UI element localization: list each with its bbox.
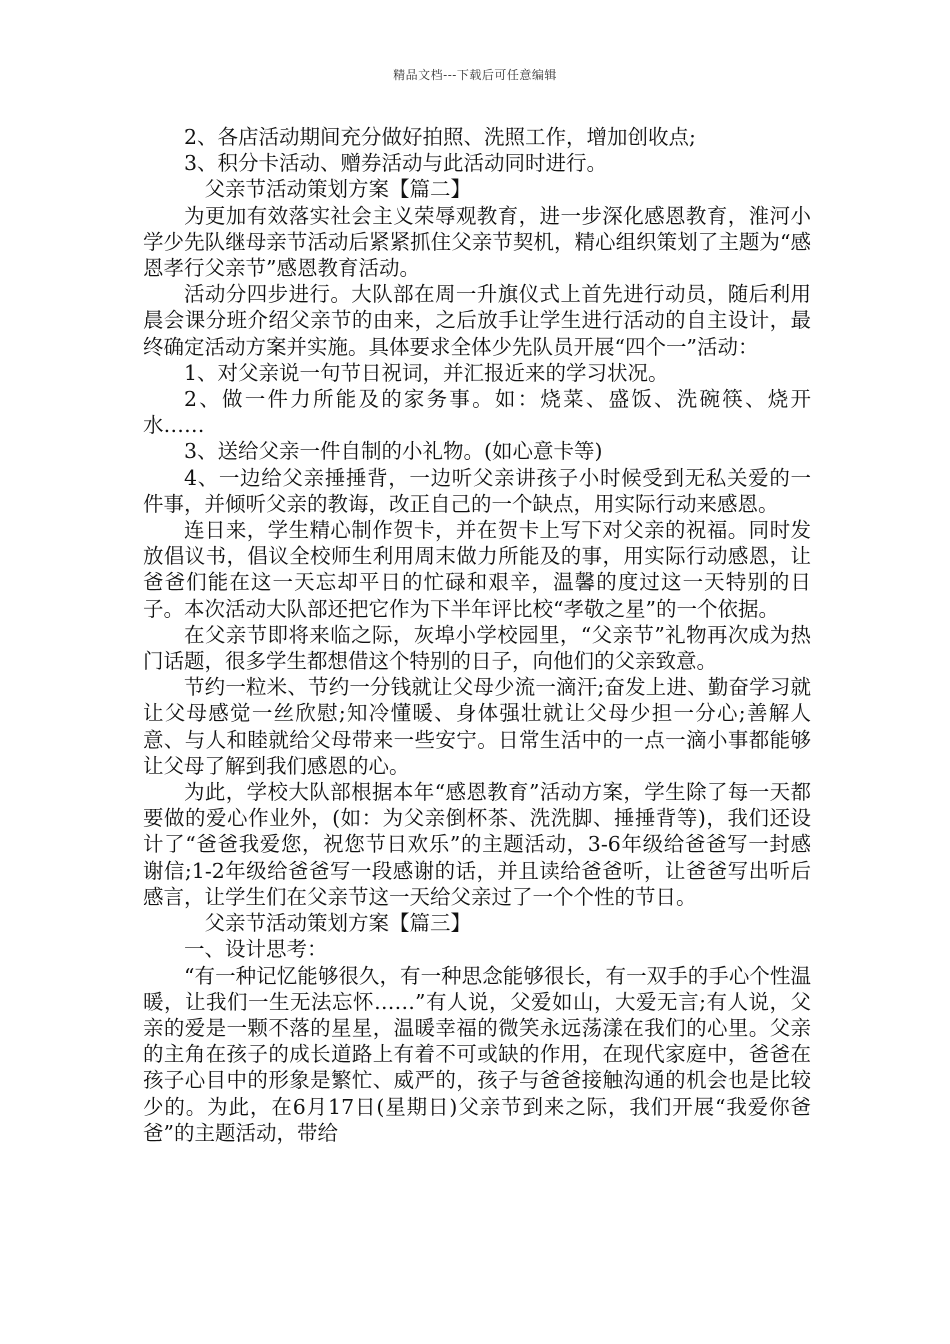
list-item: 1、对父亲说一句节日祝词，并汇报近来的学习状况。: [184, 360, 669, 385]
subsection-heading: 一、设计思考：: [184, 937, 328, 962]
list-item: 2、做一件力所能及的家务事。如：烧菜、盛饭、洗碗筷、烧开水……: [143, 387, 811, 438]
list-item: 4、一边给父亲捶捶背，一边听父亲讲孩子小时候受到无私关爱的一件事，并倾听父亲的教诲，改正自己的一个缺点，用实际行动来感恩。: [143, 465, 811, 516]
list-item: 3、送给父亲一件自制的小礼物。(如心意卡等): [184, 439, 603, 464]
paragraph: 为此，学校大队部根据本年“感恩教育”活动方案，学生除了每一天都要做的爱心作业外，(如：为父亲倒杯茶、洗洗脚、捶捶背等)，我们还设计了“爸爸我爱您，祝您节日欢乐”的主题活动，3-6年级给爸爸写一封感谢信;1-2年级给爸爸写一段感谢的话，并且读给爸爸听，让爸爸写出听后感言，让学生们在父亲节这一天给父亲过了一个个性的节日。: [143, 780, 811, 909]
page-header: 精品文档---下载后可任意编辑: [393, 68, 557, 82]
paragraph: “有一种记忆能够很久，有一种思念能够很长，有一双手的手心个性温暖，让我们一生无法忘怀……”有人说，父爱如山，大爱无言;有人说，父亲的爱是一颗不落的星星，温暖幸福的微笑永远荡漾在我们的心里。父亲的主角在孩子的成长道路上有着不可或缺的作用，在现代家庭中，爸爸在孩子心目中的形象是繁忙、威严的，孩子与爸爸接触沟通的机会也是比较少的。为此，在6月17日(星期日)父亲节到来之际，我们开展“我爱你爸爸”的主题活动，带给: [143, 963, 811, 1145]
paragraph: 为更加有效落实社会主义荣辱观教育，进一步深化感恩教育，淮河小学少先队继母亲节活动后紧紧抓住父亲节契机，精心组织策划了主题为“感恩孝行父亲节”感恩教育活动。: [143, 203, 811, 281]
paragraph: 活动分四步进行。大队部在周一升旗仪式上首先进行动员，随后利用晨会课分班介绍父亲节的由来，之后放手让学生进行活动的自主设计，最终确定活动方案并实施。具体要求全体少先队员开展“四个一”活动：: [143, 282, 811, 359]
paragraph: 在父亲节即将来临之际，灰埠小学校园里，“父亲节”礼物再次成为热门话题，很多学生都想借这个特别的日子，向他们的父亲致意。: [143, 622, 811, 674]
document-body: [143, 124, 811, 1146]
paragraph: 节约一粒米、节约一分钱就让父母少流一滴汗;奋发上进、勤奋学习就让父母感觉一丝欣慰;知冷懂暖、身体强壮就让父母少担一分心;善解人意、与人和睦就给父母带来一些安宁。日常生活中的一点一滴小事都能够让父母了解到我们感恩的心。: [143, 675, 811, 778]
section-heading: 父亲节活动策划方案【篇二】: [204, 177, 471, 202]
list-item: 2、各店活动期间充分做好拍照、洗照工作，增加创收点;: [184, 125, 696, 149]
section-heading: 父亲节活动策划方案【篇三】: [204, 911, 471, 936]
paragraph: 连日来，学生精心制作贺卡，并在贺卡上写下对父亲的祝福。同时发放倡议书，倡议全校师生利用周末做力所能及的事，用实际行动感恩，让爸爸们能在这一天忘却平日的忙碌和艰辛，温馨的度过这一天特别的日子。本次活动大队部还把它作为下半年评比校“孝敬之星”的一个依据。: [143, 518, 811, 621]
list-item: 3、积分卡活动、赠券活动与此活动同时进行。: [184, 151, 608, 176]
